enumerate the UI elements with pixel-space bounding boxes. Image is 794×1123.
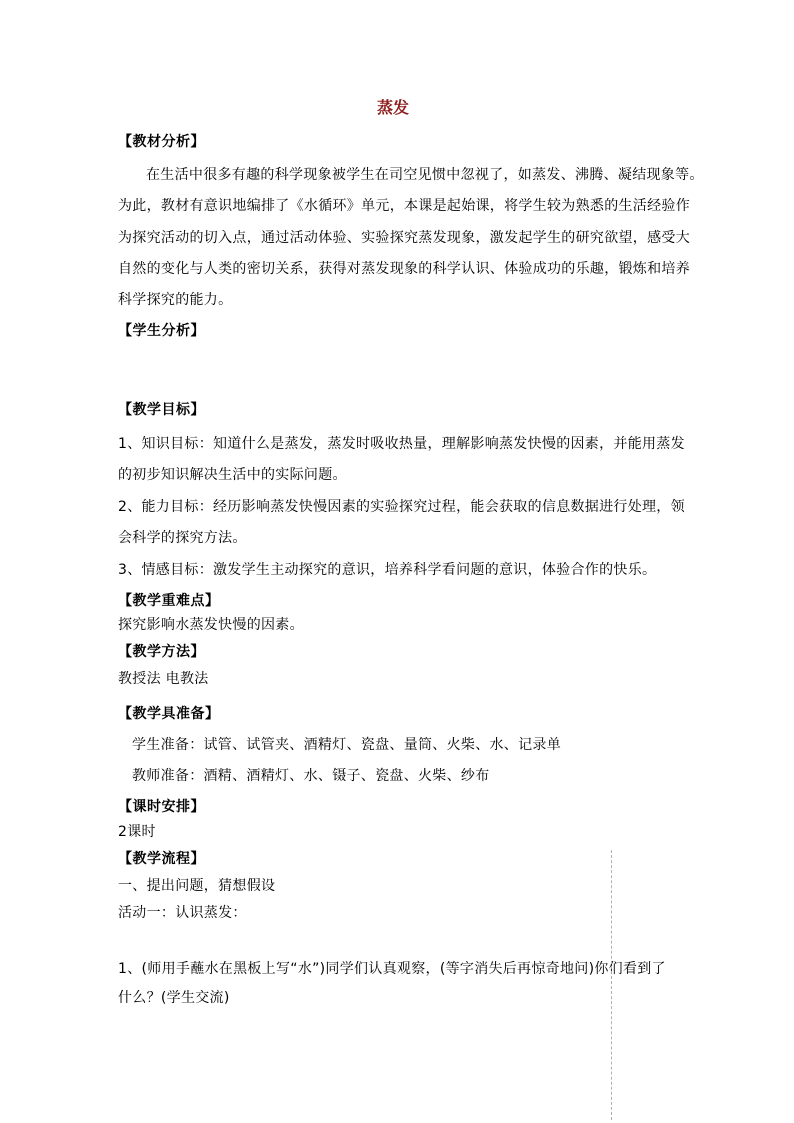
textbook-analysis-line: 自然的变化与人类的密切关系，获得对蒸发现象的科学认识、体验成功的乐趣，锻炼和培养 — [118, 261, 690, 277]
equipment-heading: 【教学具准备】 — [118, 706, 220, 722]
activity-title: 活动一：认识蒸发： — [118, 905, 247, 921]
document-title: 蒸发 — [377, 98, 410, 117]
student-analysis-heading: 【学生分析】 — [118, 323, 205, 339]
key-points-text: 探究影响水蒸发快慢的因素。 — [118, 617, 304, 633]
objective-line: 3、情感目标：激发学生主动探究的意识，培养科学看问题的意识，体验合作的快乐。 — [118, 562, 657, 578]
methods-text: 教授法 电教法 — [118, 671, 209, 687]
key-points-heading: 【教学重难点】 — [118, 593, 220, 609]
objective-line: 1、知识目标：知道什么是蒸发，蒸发时吸收热量，理解影响蒸发快慢的因素，并能用蒸发 — [118, 436, 685, 452]
equipment-teacher: 教师准备：酒精、酒精灯、水、镊子、瓷盘、火柴、纱布 — [132, 768, 490, 784]
textbook-analysis-line: 为此，教材有意识地编排了《水循环》单元，本课是起始课，将学生较为熟悉的生活经验作 — [118, 198, 690, 214]
textbook-analysis-line: 在生活中很多有趣的科学现象被学生在司空见惯中忽视了，如蒸发、沸腾、凝结现象等。 — [146, 167, 704, 183]
objective-line: 的初步知识解决生活中的实际问题。 — [118, 467, 347, 483]
process-section-title: 一、提出问题，猜想假设 — [118, 878, 276, 894]
textbook-analysis-line: 为探究活动的切入点，通过活动体验、实验探究蒸发现象，激发起学生的研究欲望，感受大 — [118, 230, 690, 246]
equipment-student: 学生准备：试管、试管夹、酒精灯、瓷盘、量筒、火柴、水、记录单 — [132, 737, 561, 753]
objective-line: 会科学的探究方法。 — [118, 530, 247, 546]
process-step-line: 1、(师用手蘸水在黑板上写“水”)同学们认真观察，(等字消失后再惊奇地问)你们看到了 — [118, 961, 666, 977]
textbook-analysis-line: 科学探究的能力。 — [118, 292, 233, 308]
process-step-line: 什么？(学生交流) — [118, 990, 230, 1006]
methods-heading: 【教学方法】 — [118, 644, 205, 660]
process-heading: 【教学流程】 — [118, 851, 205, 867]
objective-line: 2、能力目标：经历影响蒸发快慢因素的实验探究过程，能会获取的信息数据进行处理，领 — [118, 499, 685, 515]
schedule-text: 2课时 — [118, 824, 156, 840]
margin-dashed-line — [611, 850, 612, 1120]
objectives-heading: 【教学目标】 — [118, 402, 205, 418]
schedule-heading: 【课时安排】 — [118, 799, 205, 815]
textbook-analysis-heading: 【教材分析】 — [118, 134, 205, 150]
